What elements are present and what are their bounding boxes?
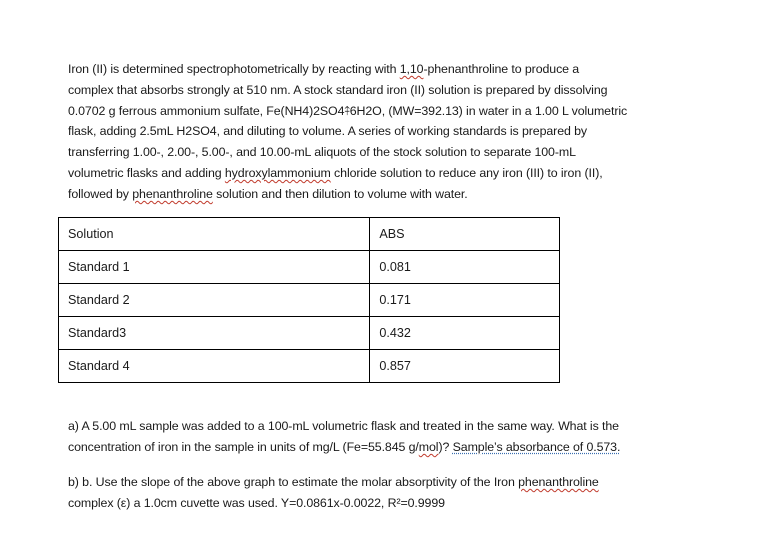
solution-cell: Standard 2 (59, 284, 370, 317)
question-a (68, 416, 708, 458)
question-a-line-2 (68, 437, 708, 458)
intro-line-3: 0.0702 g ferrous ammonium sulfate, Fe(NH4)2SO4⤉6H2O, (MW=392.13) in water in a 1.00 L volumetric (68, 103, 628, 118)
abs-cell: 0.081 (370, 251, 560, 284)
text-run: volumetric flasks and adding (68, 165, 225, 180)
grammar-underlined-phrase: Sample’s absorbance of 0.573. (452, 439, 621, 454)
question-b-line-2: complex (ε) a 1.0cm cuvette was used. Y=0.0861x-0.0022, R²=0.9999 (68, 495, 445, 510)
question-a-line-1: a) A 5.00 mL sample was added to a 100-mL volumetric flask and treated in the same way. What is the (68, 419, 619, 433)
text-run: chloride solution to reduce any iron (III) to iron (II), (330, 165, 603, 180)
solution-cell: Standard 4 (59, 350, 370, 383)
text-run: )? (438, 439, 453, 454)
intro-line-2: complex that absorbs strongly at 510 nm. A stock standard iron (II) solution is prepared by dissolving (68, 82, 608, 97)
text-run: b) b. Use the slope of the above graph to estimate the molar absorptivity of the Iron (68, 475, 519, 489)
problem-statement (68, 59, 708, 205)
solution-cell: Standard 1 (59, 251, 370, 284)
text-run: -phenanthroline to produce a (423, 62, 580, 76)
table-header-row (59, 218, 560, 251)
table-row (59, 284, 560, 317)
abs-cell: 0.857 (370, 350, 560, 383)
text-run: concentration of iron in the sample in units of mg/L (Fe=55.845 g/ (68, 439, 419, 454)
intro-line-4: flask, adding 2.5mL H2SO4, and diluting to volume. A series of working standards is prepared by (68, 124, 588, 139)
table-row (59, 350, 560, 383)
spellcheck-underlined-word: phenanthroline (132, 186, 213, 201)
question-b (68, 472, 708, 514)
solution-cell: Standard3 (59, 317, 370, 350)
intro-line-6 (68, 163, 708, 184)
spellcheck-underlined-word: phenanthroline (518, 475, 599, 489)
table-row (59, 251, 560, 284)
intro-line-5: transferring 1.00-, 2.00-, 5.00-, and 10.00-mL aliquots of the stock solution to separate 100-mL (68, 145, 576, 160)
table-row (59, 317, 560, 350)
header-abs: ABS (370, 218, 560, 251)
spellcheck-underlined-word: hydroxylammonium (224, 165, 331, 180)
question-b-line-1 (68, 472, 708, 493)
abs-cell: 0.432 (370, 317, 560, 350)
intro-line-1 (68, 59, 708, 80)
intro-line-7 (68, 184, 708, 205)
text-run: solution and then dilution to volume with water. (212, 186, 468, 201)
text-run: followed by (68, 186, 133, 201)
absorbance-table (58, 217, 560, 383)
abs-cell: 0.171 (370, 284, 560, 317)
spellcheck-underlined-word: mol (418, 439, 439, 454)
text-run: Iron (II) is determined spectrophotometrically by reacting with (68, 62, 400, 76)
spellcheck-underlined-word: 1,10 (399, 62, 424, 76)
header-solution: Solution (59, 218, 370, 251)
